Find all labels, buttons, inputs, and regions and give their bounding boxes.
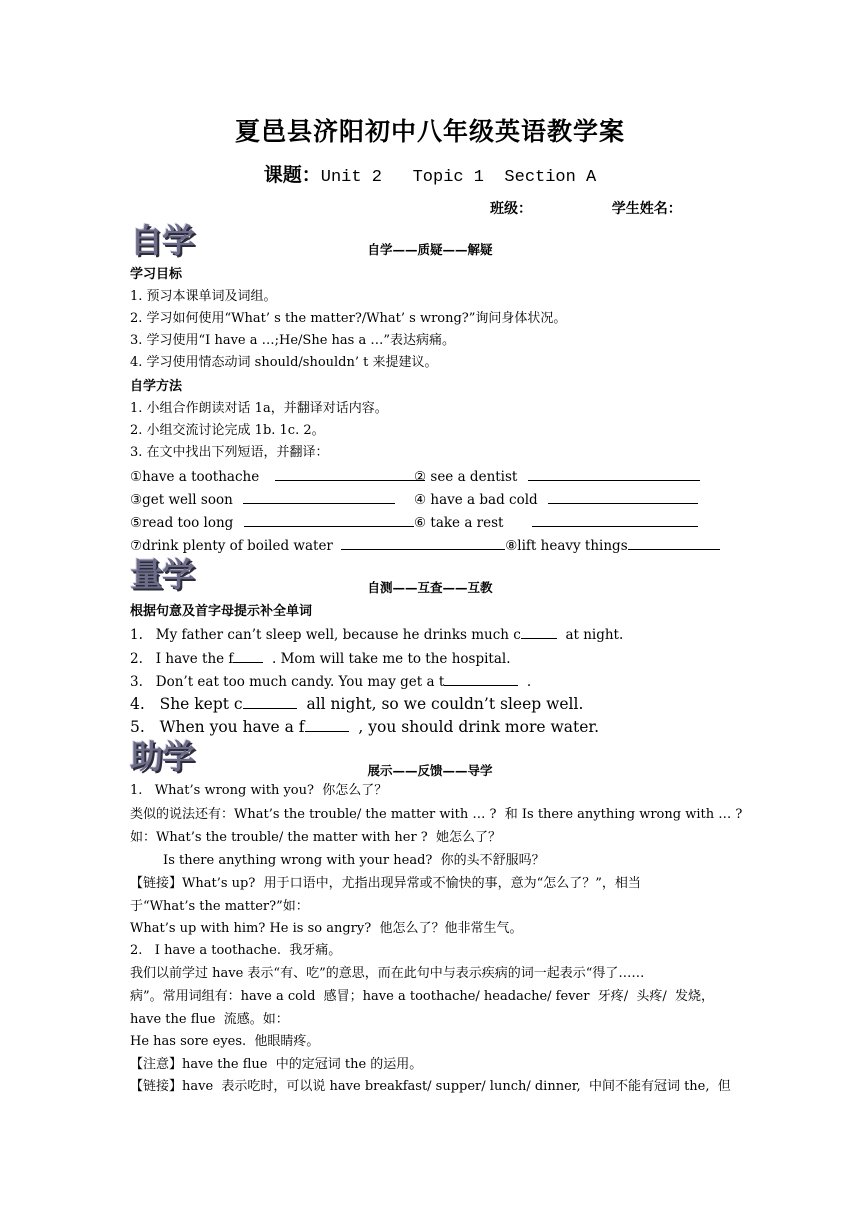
explanation-line: Is there anything wrong with your head? 你的头不舒服吗？ (130, 853, 545, 868)
goal-item: 1. 预习本课单词及词组。 (130, 289, 277, 304)
student-name-label: 学生姓名： (611, 201, 682, 217)
class-label: 班级： (490, 201, 532, 217)
fill-item: 4. She kept c all night, so we couldn’t sleep well. (130, 695, 584, 713)
phrase-item: ⑦drink plenty of boiled water ⑧lift heavy things (130, 537, 720, 554)
subtitle-topic: Unit 2 Topic 1 Section A (320, 168, 597, 187)
explanation-line: 1. What’s wrong with you? 你怎么了？ (130, 783, 388, 798)
answer-blank[interactable] (341, 537, 505, 550)
goal-item: 4. 学习使用情态动词 should/shouldn’ t 来提建议。 (130, 355, 438, 370)
answer-blank[interactable] (244, 514, 414, 527)
explanation-line: have the flue 流感。如： (130, 1012, 289, 1027)
answer-blank[interactable] (275, 468, 425, 481)
goal-item: 2. 学习如何使用“What’ s the matter?/What’ s wrong?”询问身体状况。 (130, 311, 567, 326)
fill-item: 2. I have the f . Mom will take me to the hospital. (130, 651, 511, 667)
answer-blank[interactable] (243, 491, 395, 504)
explanation-line: He has sore eyes. 他眼睛疼。 (130, 1034, 320, 1049)
section-banner-zixue: 自学 (130, 221, 194, 260)
method-item: 2. 小组交流讨论完成 1b. 1c. 2。 (130, 423, 325, 438)
section3-heading: 展示——反馈——导学 (367, 763, 493, 778)
answer-blank[interactable] (521, 626, 557, 639)
answer-blank[interactable] (305, 717, 349, 732)
phrase-item: ⑥ take a rest (414, 514, 698, 531)
answer-blank[interactable] (444, 673, 518, 686)
lesson-subtitle (0, 160, 860, 187)
answer-blank[interactable] (548, 491, 698, 504)
explanation-line: 【链接】have 表示吃时，可以说 have breakfast/ supper/ lunch/ dinner, 中间不能有冠词 the, 但 (130, 1079, 731, 1094)
method-title: 自学方法 (130, 379, 183, 394)
method-item: 1. 小组合作朗读对话 1a，并翻译对话内容。 (130, 401, 388, 416)
answer-blank[interactable] (233, 650, 263, 663)
explanation-line: 类似的说法还有：What’s the trouble/ the matter with … ? 和 Is there anything wrong with … ? (130, 807, 743, 822)
answer-blank[interactable] (243, 694, 297, 709)
explanation-line: What’s up with him? He is so angry? 他怎么了？他非常生气。 (130, 921, 523, 936)
answer-blank[interactable] (532, 514, 698, 527)
explanation-line: 如：What’s the trouble/ the matter with her ? 她怎么了？ (130, 830, 502, 845)
phrase-item: ⑤read too long (130, 514, 414, 531)
fill-item: 1. My father can’t sleep well, because he drinks much c at night. (130, 627, 624, 643)
subtitle-lead: 课题： (263, 164, 321, 186)
page-title: 夏邑县济阳初中八年级英语教学案 (234, 117, 625, 146)
fill-item: 3. Don’t eat too much candy. You may get a t . (130, 674, 532, 690)
student-info-line (490, 198, 682, 218)
method-item: 3. 在文中找出下列短语，并翻译： (130, 445, 329, 460)
goal-item: 3. 学习使用“I have a …;He/She has a …”表达病痛。 (130, 333, 455, 348)
fill-item: 5. When you have a f , you should drink more water. (130, 718, 599, 736)
section-banner-zhuxue: 助学 (130, 737, 194, 776)
phrase-item: ③get well soon (130, 491, 395, 508)
section1-heading: 自学——质疑——解疑 (367, 242, 493, 257)
phrase-item: ② see a dentist (414, 468, 700, 485)
goals-title: 学习目标 (130, 267, 183, 282)
fill-instruction: 根据句意及首字母提示补全单词 (130, 604, 313, 619)
explanation-line: 病”。常用词组有：have a cold 感冒；have a toothache/ headache/ fever 牙疼/ 头疼/ 发烧， (130, 989, 714, 1004)
phrase-item: ④ have a bad cold (414, 491, 698, 508)
explanation-line: 我们以前学过 have 表示“有、吃”的意思，而在此句中与表示疾病的词一起表示“得了…… (130, 966, 645, 981)
phrase-item: ①have a toothache (130, 468, 425, 485)
explanation-line: 2. I have a toothache. 我牙痛。 (130, 943, 342, 958)
explanation-line: 【链接】What’s up? 用于口语中，尤指出现异常或不愉快的事，意为“怎么了？”，相当 (130, 876, 641, 891)
answer-blank[interactable] (528, 468, 700, 481)
explanation-line: 于“What’s the matter?”如： (130, 899, 309, 914)
answer-blank[interactable] (628, 537, 720, 550)
section-banner-liangxue: 量学 (130, 555, 194, 594)
section2-heading: 自测——互查——互教 (367, 580, 493, 595)
explanation-line: 【注意】have the flue 中的定冠词 the 的运用。 (130, 1057, 423, 1072)
